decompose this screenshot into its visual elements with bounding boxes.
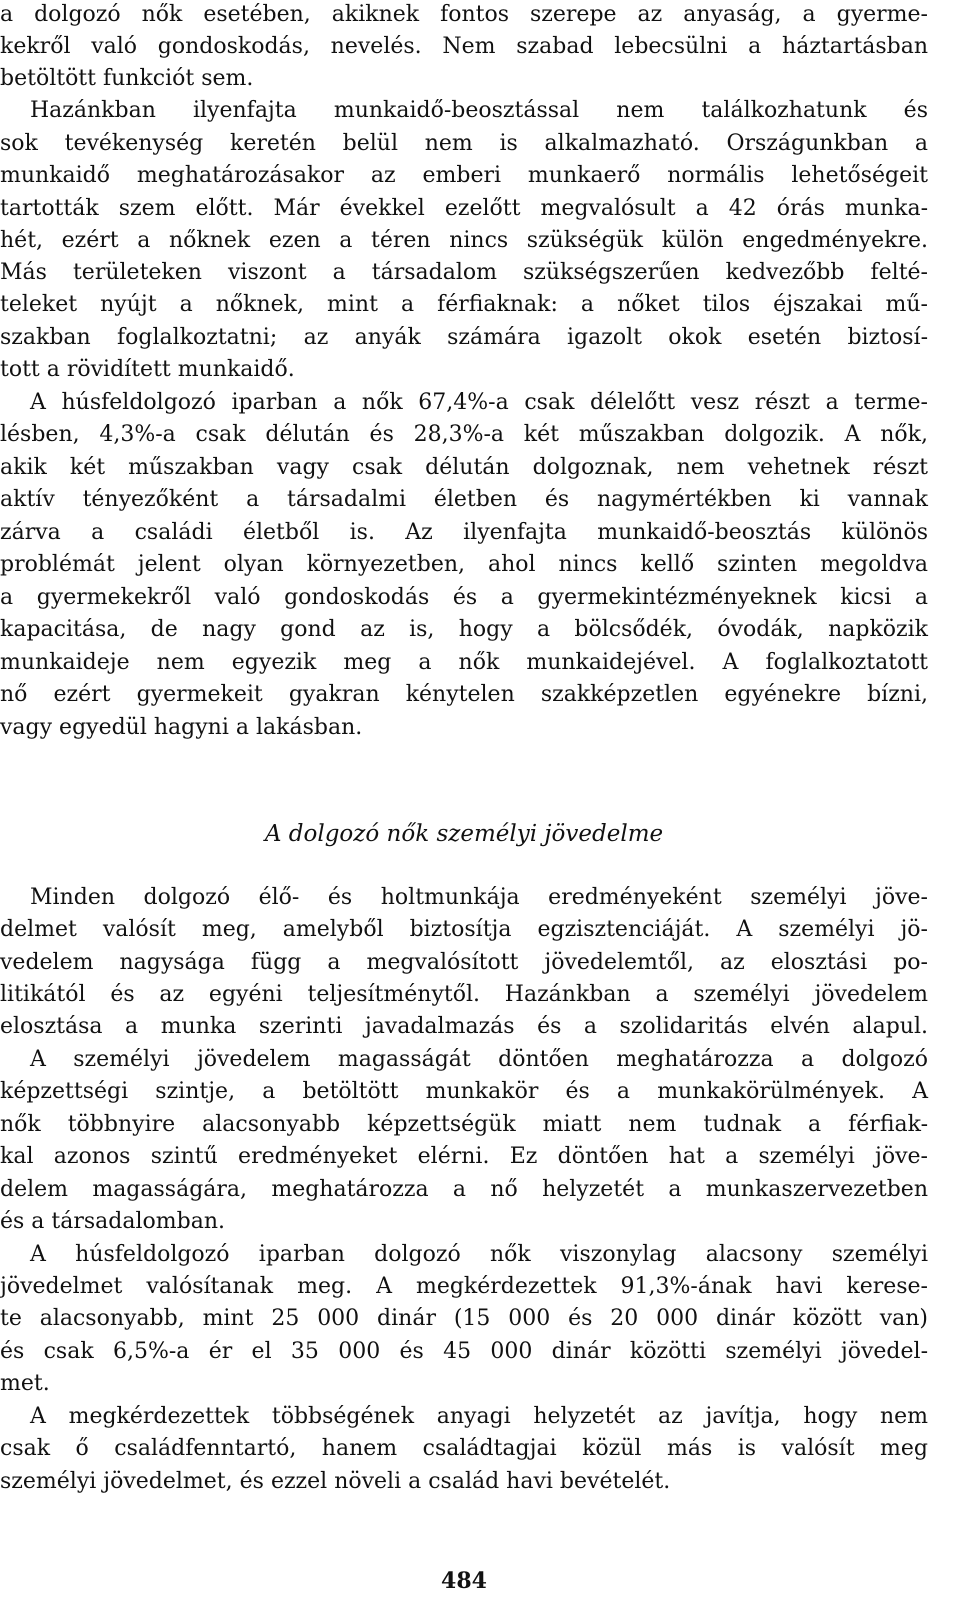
text-line: A húsfeldolgozó iparban dolgozó nők viszonylag alacsony személyi xyxy=(30,1242,928,1267)
text-line: A személyi jövedelem magasságát döntően meghatározza a dolgozó xyxy=(30,1047,928,1072)
text-line: zárva a családi életből is. Az ilyenfajta munkaidő-beosztás különös xyxy=(0,520,928,545)
text-line: nők többnyire alacsonyabb képzettségük miatt nem tudnak a férfiak- xyxy=(0,1112,928,1137)
text-line: nő ezért gyermekeit gyakran kénytelen szakképzetlen egyénekre bízni, xyxy=(0,682,928,707)
text-line: és a társadalomban. xyxy=(0,1209,225,1234)
text-line: képzettségi szintje, a betöltött munkakör és a munkakörülmények. A xyxy=(0,1079,928,1104)
text-line: sok tevékenység keretén belül nem is alkalmazható. Országunkban a xyxy=(0,131,928,156)
text-line: tartották szem előtt. Már évekkel ezelőtt megvalósult a 42 órás munka- xyxy=(0,196,928,221)
text-line: munkaidő meghatározásakor az emberi munkaerő normális lehetőségeit xyxy=(0,163,928,188)
text-line: delem magasságára, meghatározza a nő helyzetét a munkaszervezetben xyxy=(0,1177,928,1202)
text-line: a dolgozó nők esetében, akiknek fontos szerepe az anyaság, a gyerme- xyxy=(0,2,928,27)
text-line: met. xyxy=(0,1371,50,1396)
text-line: vedelem nagysága függ a megvalósított jövedelemtől, az elosztási po- xyxy=(0,950,928,975)
text-line: litikától és az egyéni teljesítménytől. Hazánkban a személyi jövedelem xyxy=(0,982,928,1007)
text-line: A húsfeldolgozó iparban a nők 67,4%-a csak délelőtt vesz részt a terme- xyxy=(30,390,928,415)
text-line: csak ő családfenntartó, hanem családtagjai közül más is valósít meg xyxy=(0,1436,928,1461)
text-line: aktív tényezőként a társadalmi életben és nagymértékben ki vannak xyxy=(0,487,928,512)
text-line: szakban foglalkoztatni; az anyák számára igazolt okok esetén biztosí- xyxy=(0,325,928,350)
text-line: munkaideje nem egyezik meg a nők munkaidejével. A foglalkoztatott xyxy=(0,650,928,675)
text-line: lésben, 4,3%-a csak délután és 28,3%-a két műszakban dolgozik. A nők, xyxy=(0,422,928,447)
text-line: vagy egyedül hagyni a lakásban. xyxy=(0,715,363,740)
page-number: 484 xyxy=(441,1568,487,1594)
text-line: személyi jövedelmet, és ezzel növeli a család havi bevételét. xyxy=(0,1469,671,1494)
text-line: betöltött funkciót sem. xyxy=(0,66,254,91)
text-line: elosztása a munka szerinti javadalmazás és a szolidaritás elvén alapul. xyxy=(0,1014,928,1039)
text-line: problémát jelent olyan környezetben, ahol nincs kellő szinten megoldva xyxy=(0,552,928,577)
text-line: Hazánkban ilyenfajta munkaidő-beosztással nem találkozhatunk és xyxy=(30,98,928,123)
text-line: te alacsonyabb, mint 25 000 dinár (15 000 és 20 000 dinár között van) xyxy=(0,1306,928,1331)
text-line: kapacitása, de nagy gond az is, hogy a bölcsődék, óvodák, napközik xyxy=(0,617,928,642)
text-line: Minden dolgozó élő- és holtmunkája eredményeként személyi jöve- xyxy=(30,885,928,910)
text-line: teleket nyújt a nőknek, mint a férfiaknak: a nőket tilos éjszakai mű- xyxy=(0,292,928,317)
section-heading: A dolgozó nők személyi jövedelme xyxy=(264,821,664,847)
text-line: A megkérdezettek többségének anyagi helyzetét az javítja, hogy nem xyxy=(30,1404,928,1429)
text-line: akik két műszakban vagy csak délután dolgoznak, nem vehetnek részt xyxy=(0,455,928,480)
text-line: kekről való gondoskodás, nevelés. Nem szabad lebecsülni a háztartásban xyxy=(0,34,928,59)
text-line: jövedelmet valósítanak meg. A megkérdezettek 91,3%-ának havi kerese- xyxy=(0,1274,928,1299)
text-line: tott a rövidített munkaidő. xyxy=(0,357,295,382)
text-line: delmet valósít meg, amelyből biztosítja egzisztenciáját. A személyi jö- xyxy=(0,917,928,942)
text-line: kal azonos szintű eredményeket elérni. Ez döntően hat a személyi jöve- xyxy=(0,1144,928,1169)
text-line: hét, ezért a nőknek ezen a téren nincs szükségük külön engedményekre. xyxy=(0,228,928,253)
text-line: Más területeken viszont a társadalom szükségszerűen kedvezőbb felté- xyxy=(0,260,928,285)
text-line: és csak 6,5%-a ér el 35 000 és 45 000 dinár közötti személyi jövedel- xyxy=(0,1339,928,1364)
text-line: a gyermekekről való gondoskodás és a gyermekintézményeknek kicsi a xyxy=(0,585,928,610)
